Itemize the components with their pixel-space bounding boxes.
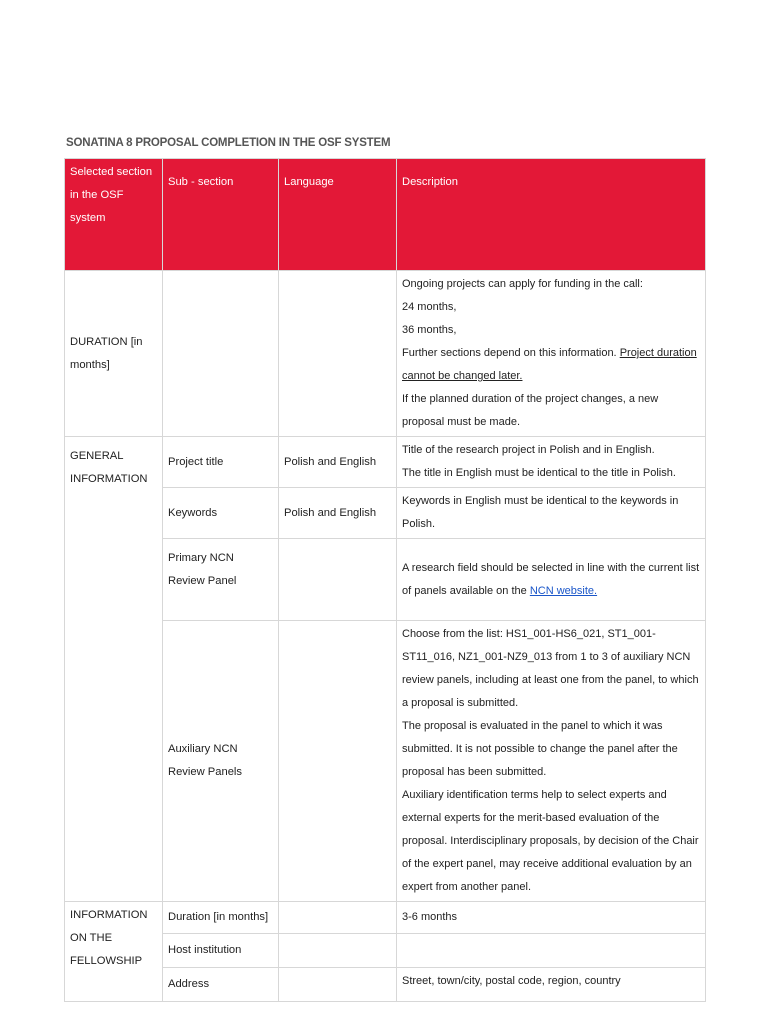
sub-project-title: Project title	[163, 437, 279, 488]
header-selected-section: Selected section in the OSF system	[65, 159, 163, 271]
lang-keywords: Polish and English	[279, 488, 397, 539]
section-general-information: GENERAL INFORMATION	[65, 437, 163, 902]
document-title: SONATINA 8 PROPOSAL COMPLETION IN THE OSF SYSTEM	[66, 137, 391, 149]
sub-fellowship-duration: Duration [in months]	[163, 902, 279, 934]
section-duration: DURATION [in months]	[65, 271, 163, 437]
desc-project-title: Title of the research project in Polish and in English. The title in English must be identical to the title in Polish.	[397, 437, 706, 488]
desc-keywords: Keywords in English must be identical to the keywords in Polish.	[397, 488, 706, 539]
sub-host-institution: Host institution	[163, 934, 279, 968]
desc-primary-panel: A research field should be selected in line with the current list of panels available on the NCN website.	[397, 539, 706, 621]
header-description: Description	[397, 159, 706, 271]
sub-keywords: Keywords	[163, 488, 279, 539]
table-row	[65, 437, 706, 488]
duration-description: Ongoing projects can apply for funding in the call: 24 months, 36 months, Further sections depend on this information. Project duration cannot be changed later. If the planned duration of the project changes, a new proposal must be made.	[397, 271, 706, 437]
table-header-row	[65, 159, 706, 271]
desc-address: Street, town/city, postal code, region, country	[397, 968, 706, 1002]
desc-fellowship-duration: 3-6 months	[397, 902, 706, 934]
header-sub-section: Sub - section	[163, 159, 279, 271]
desc-host-institution	[397, 934, 706, 968]
desc-auxiliary-panels: Choose from the list: HS1_001-HS6_021, ST1_001-ST11_016, NZ1_001-NZ9_013 from 1 to 3 of auxiliary NCN review panels, including at least one from the panel, to which a proposal is submitted. The proposal is evaluated in the panel to which it was submitted. It is not possible to change the panel after the proposal has been submitted. Auxiliary identification terms help to select experts and external experts for the merit-based evaluation of the proposal. Interdisciplinary proposals, by decision of the Chair of the expert panel, may receive additional evaluation by an expert from another panel.	[397, 621, 706, 902]
sub-primary-panel: Primary NCN Review Panel	[163, 539, 279, 621]
sub-address: Address	[163, 968, 279, 1002]
header-language: Language	[279, 159, 397, 271]
ncn-website-link[interactable]: NCN website.	[529, 584, 598, 597]
lang-project-title: Polish and English	[279, 437, 397, 488]
proposal-table	[64, 158, 706, 1002]
table-row	[65, 902, 706, 934]
section-fellowship: INFORMATION ON THE FELLOWSHIP	[65, 902, 163, 1002]
sub-auxiliary-panels: Auxiliary NCN Review Panels	[163, 621, 279, 902]
table-row	[65, 271, 706, 437]
